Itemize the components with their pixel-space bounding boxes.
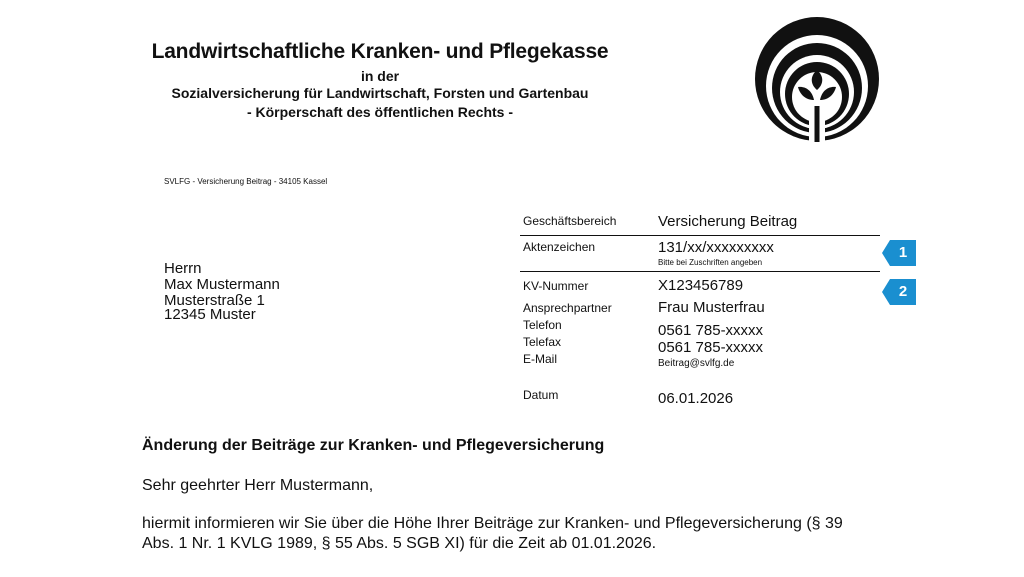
geschaeftsbereich-value: Versicherung Beitrag: [658, 213, 798, 230]
letter-paragraph-line-2: Abs. 1 Nr. 1 KVLG 1989, § 55 Abs. 5 SGB XI) für die Zeit ab 01.01.2026.: [142, 535, 657, 552]
svlfg-logo-icon: [754, 16, 880, 142]
datum-value: 06.01.2026: [658, 390, 734, 407]
aktenzeichen-label: Aktenzeichen: [523, 240, 596, 254]
kv-nummer-label: KV-Nummer: [523, 279, 589, 293]
ansprechpartner-label: Ansprechpartner: [523, 301, 612, 315]
letter-greeting: Sehr geehrter Herr Mustermann,: [142, 477, 374, 494]
callout-marker-2-number: 2: [898, 283, 908, 300]
callout-marker-1-number: 1: [898, 244, 908, 261]
ansprechpartner-value: Frau Musterfrau: [658, 299, 765, 316]
sender-line: SVLFG - Versicherung Beitrag - 34105 Kassel: [164, 177, 328, 186]
email-value: Beitrag@svlfg.de: [658, 358, 735, 369]
callout-marker-1: [882, 240, 916, 266]
letter-paragraph-line-1: hiermit informieren wir Sie über die Höhe Ihrer Beiträge zur Kranken- und Pflegeversicherung (§ 39: [142, 515, 843, 532]
recipient-street: Musterstraße 1: [164, 292, 265, 309]
info-divider-bottom: [520, 271, 880, 272]
recipient-name: Max Mustermann: [164, 276, 280, 293]
letter-subject: Änderung der Beiträge zur Kranken- und Pflegeversicherung: [142, 437, 605, 454]
callout-marker-2: [882, 279, 916, 305]
telefon-value: 0561 785-xxxxx: [658, 322, 764, 339]
telefax-label: Telefax: [523, 335, 562, 349]
datum-label: Datum: [523, 388, 559, 402]
aktenzeichen-value: 131/xx/xxxxxxxxx: [658, 239, 774, 256]
telefax-value: 0561 785-xxxxx: [658, 339, 764, 356]
institution-legal-form: - Körperschaft des öffentlichen Rechts -: [246, 104, 514, 120]
recipient-city: 12345 Muster: [164, 306, 256, 323]
institution-subtitle: in der: [360, 68, 400, 84]
kv-nummer-value: X123456789: [658, 277, 744, 294]
aktenzeichen-note: Bitte bei Zuschriften angeben: [658, 258, 763, 267]
geschaeftsbereich-label: Geschäftsbereich: [523, 214, 617, 228]
institution-name: Landwirtschaftliche Kranken- und Pflegekasse: [151, 40, 609, 63]
recipient-salutation: Herrn: [164, 260, 202, 277]
info-divider-top: [520, 235, 880, 236]
email-label: E-Mail: [523, 352, 558, 366]
institution-parent: Sozialversicherung für Landwirtschaft, Forsten und Gartenbau: [171, 85, 589, 101]
telefon-label: Telefon: [523, 318, 562, 332]
